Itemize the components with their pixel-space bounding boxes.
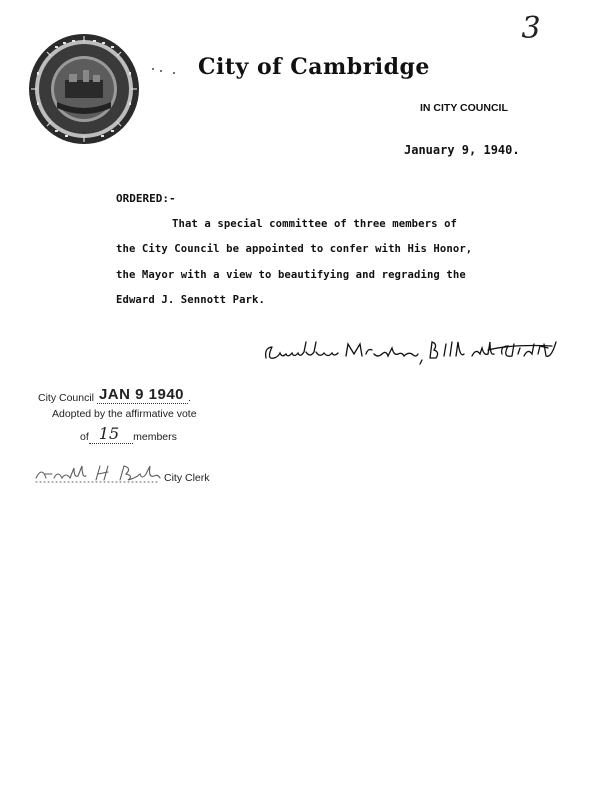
city-council-label: City Council (38, 392, 95, 404)
of-label: of (80, 431, 89, 443)
stamp-vote-line (80, 425, 177, 445)
stamp-date: JAN 9 1940 (97, 386, 188, 404)
city-seal-icon (27, 32, 141, 146)
speck (152, 68, 154, 70)
order-line-4: Edward J. Sennott Park. (116, 294, 265, 306)
speck (160, 70, 162, 72)
city-clerk-label: City Clerk (164, 472, 210, 484)
handwritten-sponsor-note (262, 338, 562, 368)
order-line-3: the Mayor with a view to beautifying and regrading the (116, 269, 466, 281)
page-number: 3 (521, 11, 541, 46)
clerk-signature (32, 462, 164, 484)
speck (173, 72, 175, 74)
stamp-council-line: City Council JAN 9 1940 . (38, 386, 191, 404)
document-date: January 9, 1940. (404, 143, 520, 157)
order-line-1: That a special committee of three members of (172, 218, 458, 230)
member-count: 15 (89, 424, 133, 444)
order-line-2: the City Council be appointed to confer with His Honor, (116, 243, 473, 255)
adopted-label: Adopted by the affirmative vote (52, 408, 197, 420)
members-label: members (133, 431, 177, 443)
city-title: City of Cambridge (198, 54, 430, 80)
in-city-council-label: IN CITY COUNCIL (420, 102, 508, 114)
ordered-heading: ORDERED:- (116, 192, 176, 205)
stamp-clerk-line (32, 462, 210, 484)
